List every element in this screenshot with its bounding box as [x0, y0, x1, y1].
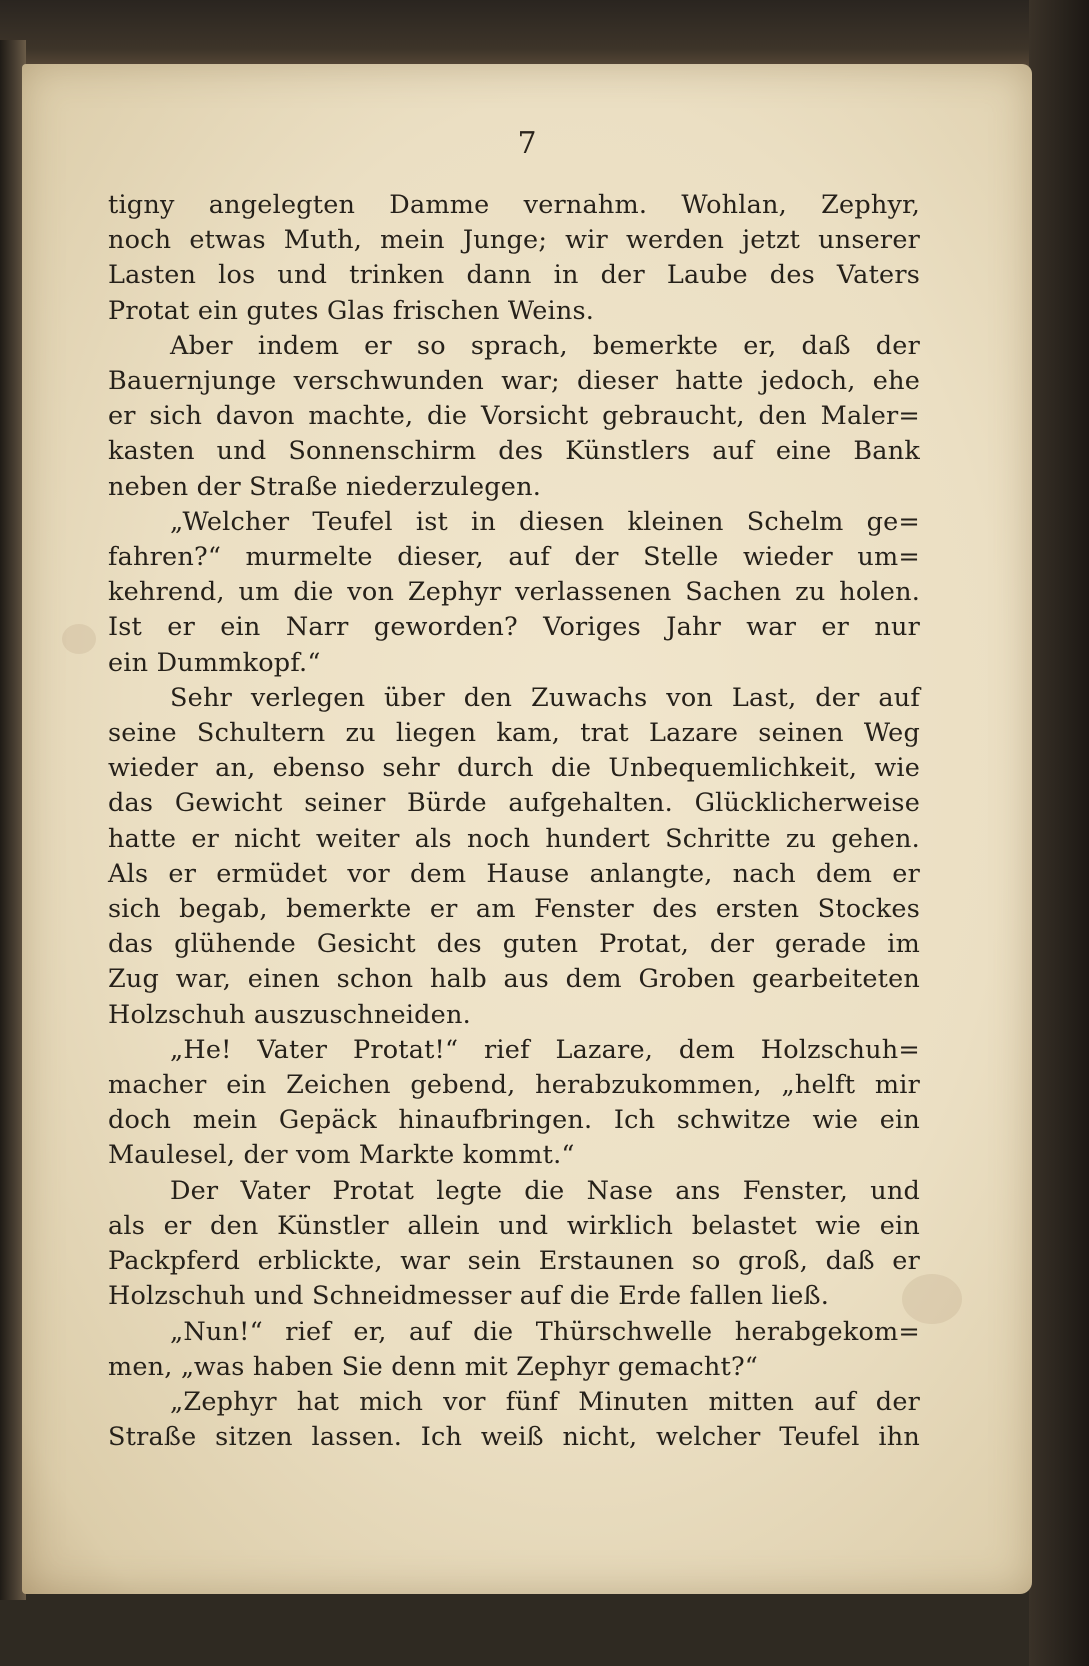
text-line: doch mein Gepäck hinaufbringen. Ich schwitze wie ein	[108, 1105, 920, 1136]
text-line: men, „was haben Sie denn mit Zephyr gemacht?“	[108, 1351, 759, 1382]
book-page	[22, 64, 1032, 1594]
paragraph	[108, 681, 920, 1033]
text-line: als er den Künstler allein und wirklich belastet wie ein	[108, 1210, 920, 1241]
text-line: Maulesel, der vom Markte kommt.“	[108, 1140, 575, 1171]
text-line: das Gewicht seiner Bürde aufgehalten. Glücklicherweise	[108, 788, 920, 819]
text-line: neben der Straße niederzulegen.	[108, 471, 542, 502]
text-line: kasten und Sonnenschirm des Künstlers auf eine Bank	[108, 436, 920, 467]
text-line: wieder an, ebenso sehr durch die Unbequemlichkeit, wie	[108, 753, 920, 784]
text-line: Zug war, einen schon halb aus dem Groben gearbeiteten	[108, 964, 920, 995]
text-line: hatte er nicht weiter als noch hundert Schritte zu gehen.	[108, 823, 920, 854]
text-line: Straße sitzen lassen. Ich weiß nicht, welcher Teufel ihn	[108, 1422, 920, 1453]
book-cover-right-edge	[1029, 0, 1089, 1666]
text-line: „Welcher Teufel ist in diesen kleinen Schelm ge=	[170, 506, 920, 537]
paper-stain	[62, 624, 96, 654]
text-line: macher ein Zeichen gebend, herabzukommen, „helft mir	[108, 1070, 920, 1101]
text-line: seine Schultern zu liegen kam, trat Lazare seinen Weg	[108, 718, 920, 749]
text-line: Sehr verlegen über den Zuwachs von Last, der auf	[170, 682, 920, 713]
text-line: Bauernjunge verschwunden war; dieser hatte jedoch, ehe	[108, 366, 920, 397]
text-line: das glühende Gesicht des guten Protat, der gerade im	[108, 929, 920, 960]
text-line: Holzschuh auszuschneiden.	[108, 999, 471, 1030]
text-line: Packpferd erblickte, war sein Erstaunen so groß, daß er	[108, 1246, 920, 1277]
text-line: tigny angelegten Damme vernahm. Wohlan, Zephyr,	[108, 190, 920, 220]
paragraph	[108, 1315, 920, 1385]
text-line: Aber indem er so sprach, bemerkte er, daß der	[170, 330, 920, 361]
text-line: „He! Vater Protat!“ rief Lazare, dem Holzschuh=	[170, 1034, 920, 1065]
page-body-text	[108, 188, 920, 1455]
text-line: „Nun!“ rief er, auf die Thürschwelle herabgekom=	[170, 1316, 920, 1347]
text-line: Ist er ein Narr geworden? Voriges Jahr war er nur	[108, 612, 920, 643]
paragraph	[108, 1033, 920, 1174]
paragraph	[108, 1174, 920, 1315]
text-line: Als er ermüdet vor dem Hause anlangte, nach dem er	[108, 858, 920, 889]
paragraph	[108, 505, 920, 681]
text-line: kehrend, um die von Zephyr verlassenen Sachen zu holen.	[108, 577, 920, 608]
text-line: Der Vater Protat legte die Nase ans Fenster, und	[170, 1175, 920, 1206]
text-line: sich begab, bemerkte er am Fenster des ersten Stockes	[108, 894, 920, 925]
text-line: Holzschuh und Schneidmesser auf die Erde fallen ließ.	[108, 1281, 830, 1312]
text-line: „Zephyr hat mich vor fünf Minuten mitten auf der	[170, 1386, 920, 1417]
text-line: noch etwas Muth, mein Junge; wir werden jetzt unserer	[108, 225, 920, 256]
text-line: er sich davon machte, die Vorsicht gebraucht, den Maler=	[108, 401, 920, 432]
text-line: Protat ein gutes Glas frischen Weins.	[108, 295, 595, 326]
text-line: Lasten los und trinken dann in der Laube des Vaters	[108, 260, 920, 291]
paragraph	[108, 188, 920, 329]
text-line: ein Dummkopf.“	[108, 647, 321, 678]
book-cover-top-edge	[0, 0, 1089, 70]
text-line: fahren?“ murmelte dieser, auf der Stelle wieder um=	[108, 542, 920, 573]
paragraph	[108, 329, 920, 505]
paragraph	[108, 1385, 920, 1455]
page-number: 7	[517, 126, 537, 161]
